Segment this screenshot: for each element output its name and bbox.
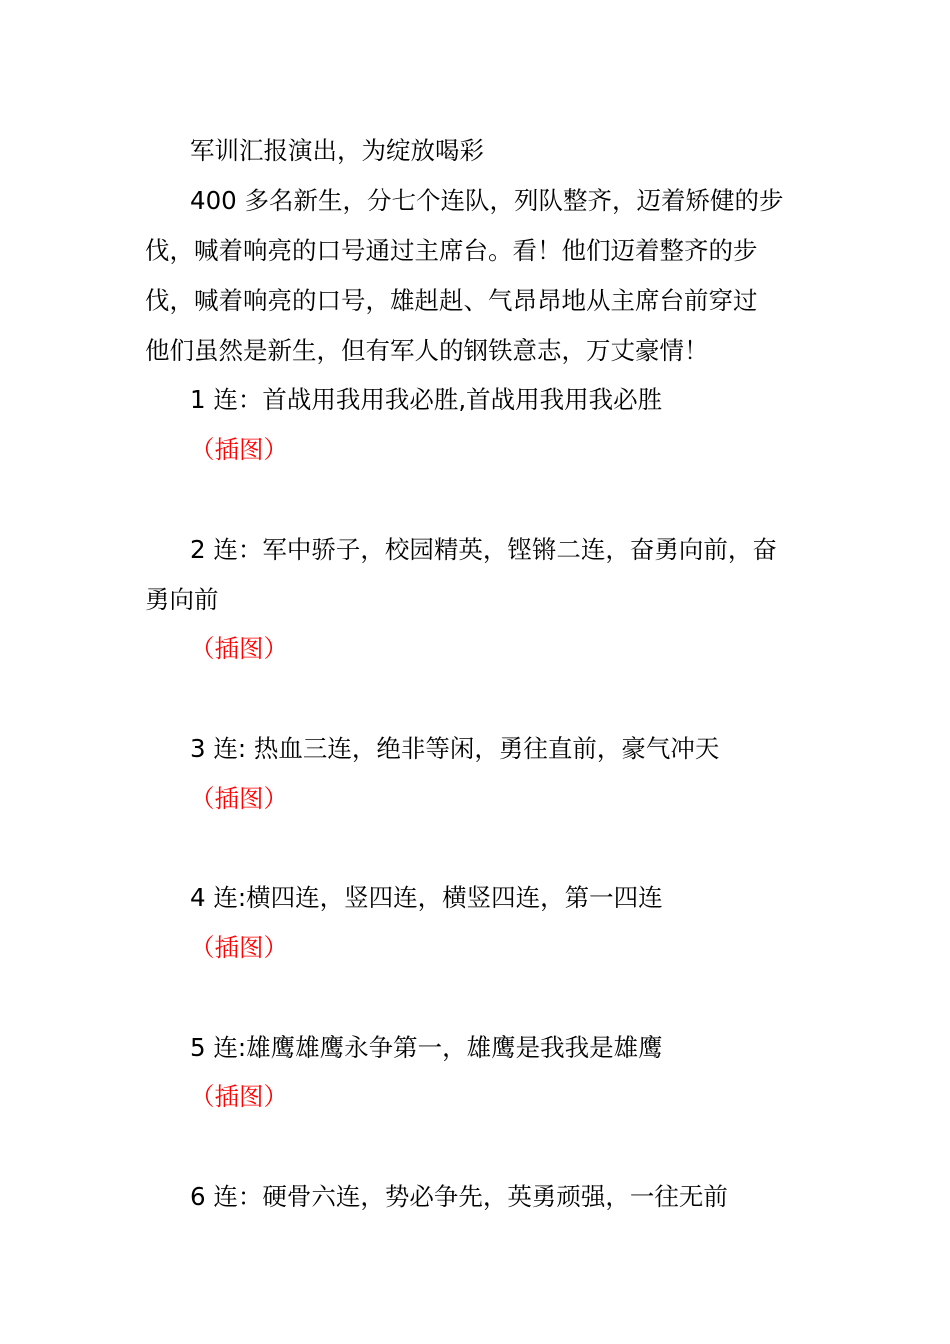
company-4-image-placeholder: （插图） — [190, 933, 288, 962]
company-6-slogan: 6 连：硬骨六连，势必争先，英勇顽强，一往无前 — [190, 1182, 728, 1211]
intro-line-4: 他们虽然是新生，但有军人的钢铁意志，万丈豪情！ — [145, 336, 709, 365]
company-3-image-placeholder: （插图） — [190, 784, 288, 813]
company-2-image-placeholder: （插图） — [190, 634, 288, 663]
company-2-slogan: 2 连：军中骄子，校园精英，铿锵二连，奋勇向前，奋 — [190, 535, 777, 564]
company-5-slogan: 5 连:雄鹰雄鹰永争第一，雄鹰是我我是雄鹰 — [190, 1033, 663, 1062]
document-title: 军训汇报演出，为绽放喝彩 — [190, 136, 484, 165]
intro-line-2: 伐，喊着响亮的口号通过主席台。看！他们迈着整齐的步 — [145, 236, 758, 265]
company-5-image-placeholder: （插图） — [190, 1082, 288, 1111]
company-2-slogan-cont: 勇向前 — [145, 585, 219, 614]
intro-line-3: 伐，喊着响亮的口号，雄赳赳、气昂昂地从主席台前穿过 — [145, 286, 758, 315]
company-3-slogan: 3 连: 热血三连，绝非等闲，勇往直前，豪气冲天 — [190, 734, 720, 763]
intro-line-1: 400 多名新生，分七个连队，列队整齐，迈着矫健的步 — [190, 186, 784, 215]
company-4-slogan: 4 连:横四连，竖四连，横竖四连，第一四连 — [190, 883, 663, 912]
company-1-slogan: 1 连：首战用我用我必胜,首战用我用我必胜 — [190, 385, 663, 414]
company-1-image-placeholder: （插图） — [190, 435, 288, 464]
